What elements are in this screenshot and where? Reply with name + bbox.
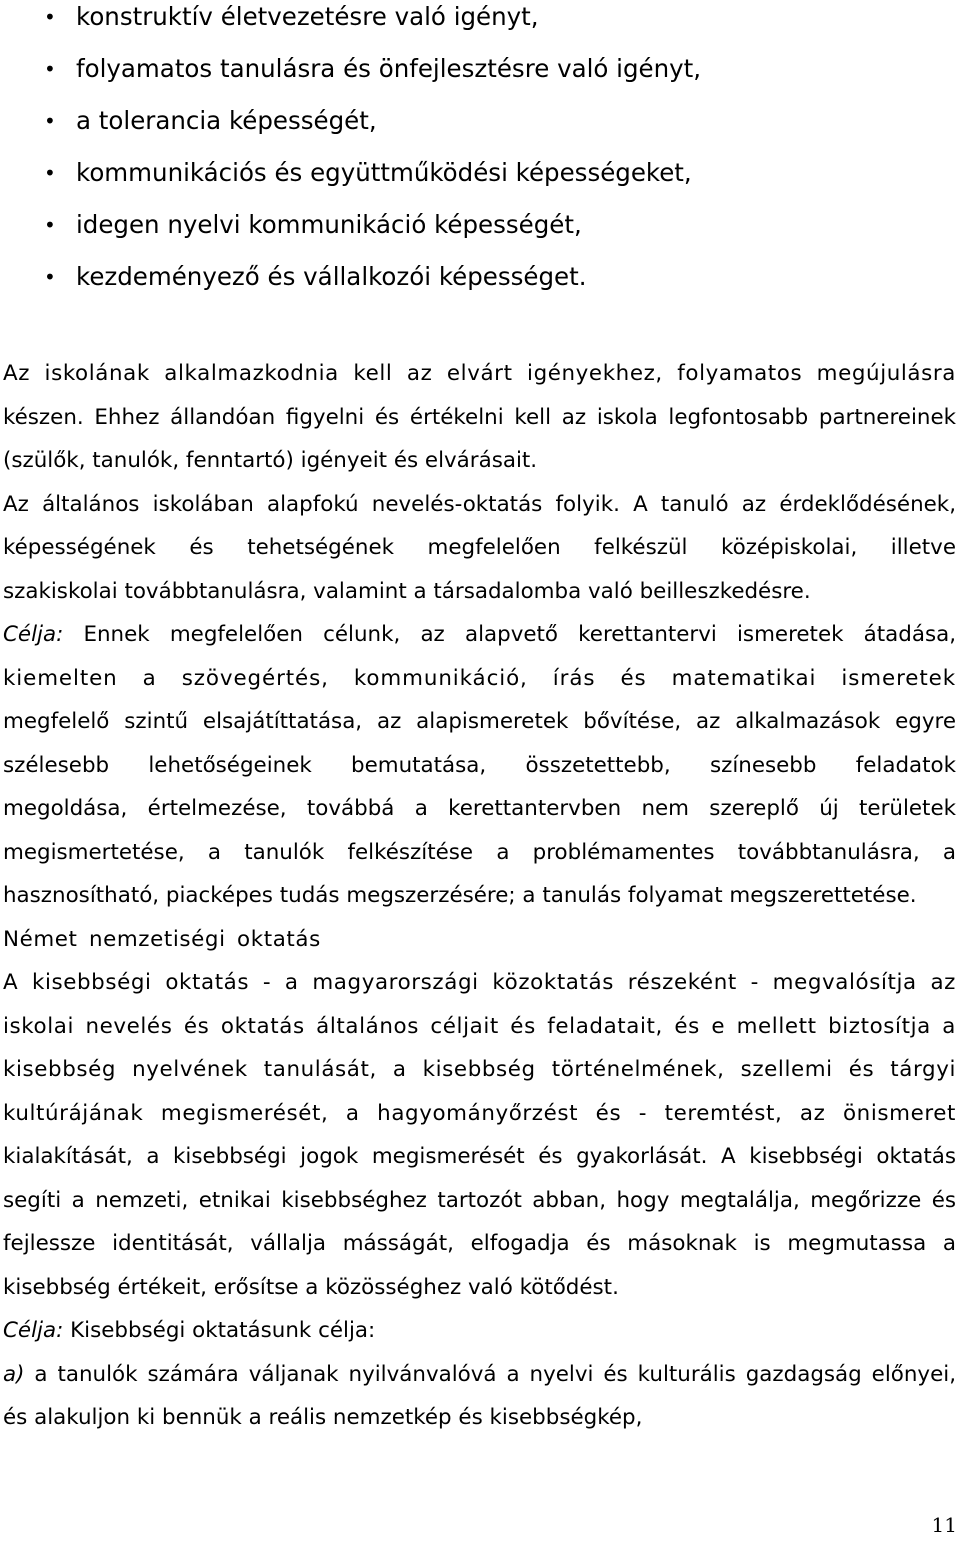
text-line: kisebbség értékeit, erősítse a közösséghez való kötődést. (3, 1274, 619, 1300)
label-text: Célja: (3, 622, 64, 647)
section-heading (3, 918, 956, 962)
text-line: iskolai nevelés és oktatás általános céljait és feladatait, és e mellett biztosítja a (3, 1013, 956, 1039)
text-line: fejlessze identitását, vállalja másságát, elfogadja és másoknak is megmutassa a (3, 1231, 956, 1256)
bullet-icon: • (44, 109, 56, 133)
text-line: megfelelő szintű elsajátíttatása, az alapismeretek bővítése, az alkalmazások egyre (3, 709, 956, 734)
text-line: kialakítását, a kisebbségi jogok megismerését és gyakorlását. A kisebbségi oktatás (3, 1144, 956, 1169)
list-item: • a tolerancia képességét, (44, 106, 377, 135)
text-line: szakiskolai továbbtanulásra, valamint a társadalomba való beilleszkedésre. (3, 578, 811, 604)
text-line: megismertetése, a tanulók felkészítése a problémamentes továbbtanulásra, a (3, 839, 956, 865)
heading-text: Német nemzetiségi oktatás (3, 926, 321, 952)
paragraph (3, 961, 956, 1309)
text-line: megoldása, értelmezése, továbbá a kerettantervben nem szereplő új területek (3, 796, 956, 821)
text-line: kiemelten a szövegértés, kommunikáció, írás és matematikai ismeretek (3, 665, 956, 691)
text-line: Az általános iskolában alapfokú nevelés-oktatás folyik. A tanuló az érdeklődésének, (3, 491, 956, 517)
bullet-icon: • (44, 213, 56, 237)
page-number: 11 (931, 1513, 957, 1537)
text-line: (szülők, tanulók, fenntartó) igényeit és elvárásait. (3, 448, 538, 473)
document-body (3, 352, 956, 1440)
text-line: A kisebbségi oktatás - a magyarországi közoktatás részeként - megvalósítja az (3, 970, 956, 995)
text-line: és alakuljon ki bennük a reális nemzetkép és kisebbségkép, (3, 1405, 643, 1430)
list-item: • konstruktív életvezetésre való igényt, (44, 2, 539, 31)
label-text: a) (3, 1361, 25, 1387)
paragraph (3, 1353, 956, 1440)
text-line: Az iskolának alkalmazkodnia kell az elvárt igényekhez, folyamatos megújulásra (3, 361, 956, 386)
paragraph (3, 352, 956, 613)
list-item: • idegen nyelvi kommunikáció képességét, (44, 210, 582, 239)
text-line: segíti a nemzeti, etnikai kisebbséghez tartozót abban, hogy megtalálja, megőrizze és (3, 1187, 956, 1213)
paragraph (3, 1309, 956, 1353)
text-line: hasznosítható, piacképes tudás megszerzésére; a tanulás folyamat megszerettetése. (3, 883, 917, 908)
text-line: Célja: Kisebbségi oktatásunk célja: (3, 1318, 376, 1343)
bullet-icon: • (44, 57, 56, 81)
bullet-icon: • (44, 161, 56, 185)
text-line: kultúrájának megismerését, a hagyományőrzést és - teremtést, az önismeret (3, 1100, 956, 1126)
text-line: Célja: Ennek megfelelően célunk, az alapvető kerettantervi ismeretek átadása, (3, 622, 956, 647)
label-text: Célja: (3, 1318, 64, 1343)
bullet-icon: • (44, 265, 56, 289)
text-line: készen. Ehhez állandóan figyelni és értékelni kell az iskola legfontosabb partnereinek (3, 404, 956, 430)
list-item: • kezdeményező és vállalkozói képességet. (44, 262, 587, 291)
paragraph (3, 613, 956, 918)
text-line: kisebbség nyelvének tanulását, a kisebbség történelmének, szellemi és tárgyi (3, 1057, 956, 1082)
text-line: a) a tanulók számára váljanak nyilvánvalóvá a nyelvi és kulturális gazdagság előnyei, (3, 1361, 956, 1387)
text-line: szélesebb lehetőségeinek bemutatása, összetettebb, színesebb feladatok (3, 752, 956, 778)
bullet-list (40, 0, 940, 314)
text-line: képességének és tehetségének megfelelően felkészül középiskolai, illetve (3, 535, 956, 560)
bullet-icon: • (44, 5, 56, 29)
list-item: • folyamatos tanulásra és önfejlesztésre való igényt, (44, 54, 702, 83)
list-item: • kommunikációs és együttműködési képességeket, (44, 158, 692, 187)
